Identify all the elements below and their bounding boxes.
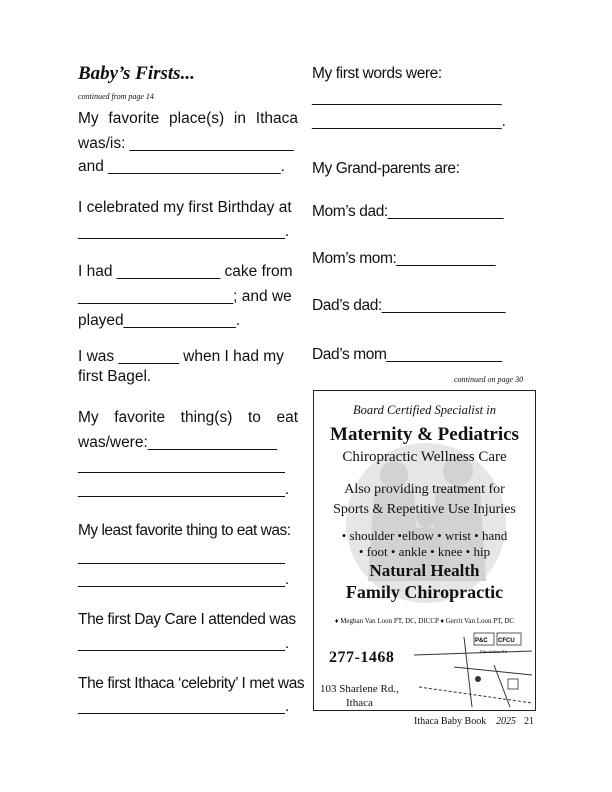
- footer-publication: Ithaca Baby Book: [414, 716, 487, 727]
- prompt-line: My first words were:: [312, 65, 442, 82]
- ad-bullets-line-2: • foot • ankle • knee • hip: [358, 544, 491, 559]
- prompt-line: My least favorite thing to eat was:: [78, 522, 291, 539]
- continued-on-note: continued on page 30: [454, 375, 524, 384]
- footer-year: 2025: [496, 716, 516, 727]
- location-map: [414, 629, 532, 709]
- map-label-road: Ellis Hollow Rd: [480, 649, 507, 654]
- section-title: Baby’s Firsts...: [78, 63, 195, 84]
- prompt-line: ________________________.: [78, 481, 290, 498]
- ad-brand-line-1: Natural Health: [369, 561, 480, 580]
- prompt-line: ______________________: [312, 89, 502, 106]
- ad-brand-line-2: Family Chiropractic: [345, 582, 504, 602]
- prompt-line: Mom’s mom:____________: [312, 250, 496, 267]
- prompt-line: My Grand-parents are:: [312, 160, 460, 177]
- prompt-line: __________________; and we: [78, 288, 292, 305]
- prompt-line: The first Day Care I attended was: [78, 611, 296, 628]
- prompt-line: ________________________.: [78, 635, 290, 652]
- prompt-line: ______________________.: [312, 113, 506, 130]
- prompt-line: was/is: ___________________: [78, 135, 294, 152]
- ad-phone: 277-1468: [329, 649, 395, 666]
- ad-tagline: Board Certified Specialist in: [353, 403, 496, 417]
- prompt-line: ________________________.: [78, 223, 290, 240]
- prompt-line: My favorite place(s) in Ithaca: [78, 110, 298, 127]
- ad-headline: Maternity & Pediatrics: [330, 424, 519, 445]
- prompt-line: The first Ithaca ‘celebrity’ I met was: [78, 675, 305, 692]
- ad-address-line-1: 103 Sharlene Rd.,: [320, 683, 399, 695]
- prompt-line: played_____________.: [78, 312, 241, 329]
- prompt-line: I was _______ when I had my: [78, 348, 284, 365]
- prompt-line: My favorite thing(s) to eat: [78, 409, 298, 426]
- ad-subhead: Chiropractic Wellness Care: [342, 449, 507, 465]
- prompt-line: and ____________________.: [78, 158, 285, 175]
- footer-page-number: 21: [524, 716, 534, 727]
- continued-from-note: continued from page 14: [78, 92, 154, 101]
- prompt-line: I had ____________ cake from: [78, 263, 293, 280]
- ad-bullets-line-1: • shoulder •elbow • wrist • hand: [341, 528, 508, 543]
- prompt-line: Dad’s dad:_______________: [312, 297, 506, 314]
- ad-doctors: ♦ Meghan Van Loon PT, DC, DICCP ♦ Gerrit Van Loon PT, DC: [334, 617, 515, 625]
- map-label-pc: P&C: [475, 638, 488, 644]
- prompt-line: ________________________.: [78, 698, 290, 715]
- prompt-line: I celebrated my first Birthday at: [78, 199, 292, 216]
- prompt-line: ________________________: [78, 548, 285, 565]
- map-label-cfcu: CFCU: [498, 638, 515, 644]
- prompt-line: Dad’s mom______________: [312, 346, 502, 363]
- prompt-line: ________________________: [78, 457, 285, 474]
- ad-address-line-2: Ithaca: [346, 697, 373, 709]
- prompt-line: ________________________.: [78, 571, 290, 588]
- prompt-line: first Bagel.: [78, 368, 152, 385]
- ad-also-line-1: Also providing treatment for: [344, 482, 505, 497]
- chiropractic-ad: [313, 390, 536, 711]
- prompt-line: was/were:_______________: [78, 434, 278, 451]
- prompt-line: Mom’s dad:______________: [312, 203, 503, 220]
- ad-also-line-2: Sports & Repetitive Use Injuries: [333, 502, 516, 517]
